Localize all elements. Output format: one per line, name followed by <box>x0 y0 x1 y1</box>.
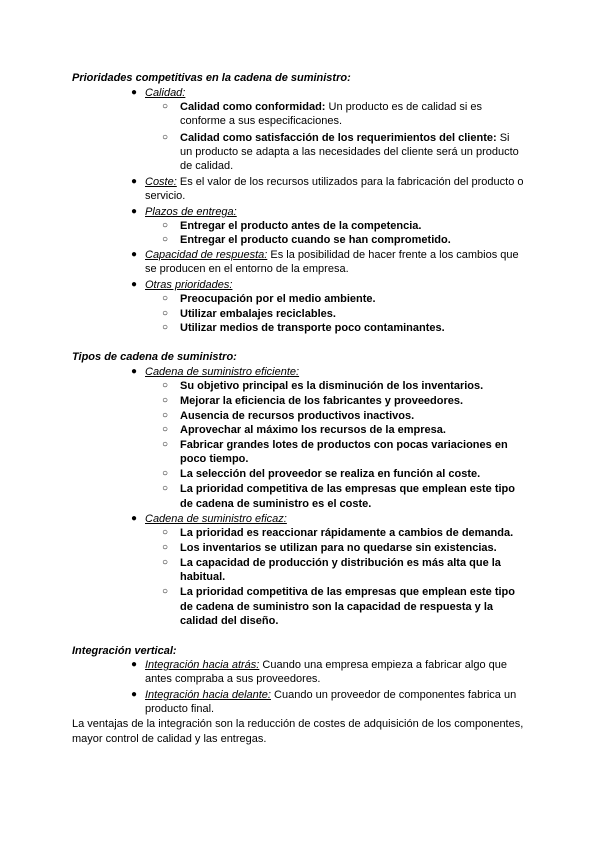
bullet-circle: ○ <box>162 483 169 494</box>
bullet-disc: ● <box>131 249 138 260</box>
bullet-circle: ○ <box>162 308 169 319</box>
sub-eficaz-3: La capacidad de producción y distribución es más alta que la <box>180 557 501 569</box>
bullet-circle: ○ <box>162 410 169 421</box>
sub-eficiente-2: Mejorar la eficiencia de los fabricantes y proveedores. <box>180 395 464 407</box>
bullet-circle: ○ <box>162 322 169 333</box>
sub-calidad-conformidad-cont: conforme a sus especificaciones. <box>180 115 343 127</box>
item-calidad-label: Calidad: <box>145 87 186 99</box>
sub-otras-2: Utilizar embalajes reciclables. <box>180 308 336 320</box>
sub-eficiente-7: La prioridad competitiva de las empresas que emplean este tipo <box>180 483 515 495</box>
bullet-disc: ● <box>131 659 138 670</box>
sub-eficaz-1: La prioridad es reaccionar rápidamente a cambios de demanda. <box>180 527 514 539</box>
sub-eficaz-4: La prioridad competitiva de las empresas que emplean este tipo <box>180 586 515 598</box>
sub-eficaz-4-cont2: calidad del diseño. <box>180 615 279 627</box>
sub-eficiente-5-cont: poco tiempo. <box>180 453 249 465</box>
bullet-disc: ● <box>131 366 138 377</box>
sub-calidad-satisfaccion: Calidad como satisfacción de los requerimientos del cliente: Si <box>180 132 510 144</box>
bullet-disc: ● <box>131 513 138 524</box>
bullet-circle: ○ <box>162 586 169 597</box>
sub-calidad-conformidad: Calidad como conformidad: Un producto es de calidad si es <box>180 101 483 113</box>
heading-tipos: Tipos de cadena de suministro: <box>72 351 237 363</box>
bullet-disc: ● <box>131 87 138 98</box>
sub-eficaz-3-cont: habitual. <box>180 571 226 583</box>
item-eficaz-label: Cadena de suministro eficaz: <box>145 513 287 525</box>
bullet-circle: ○ <box>162 557 169 568</box>
item-capacidad-cont: se producen en el entorno de la empresa. <box>145 263 349 275</box>
item-plazos-label: Plazos de entrega: <box>145 206 237 218</box>
paragraph-ventajas-cont: mayor control de calidad y las entregas. <box>72 733 267 745</box>
bullet-circle: ○ <box>162 380 169 391</box>
sub-plazos-2: Entregar el producto cuando se han comprometido. <box>180 234 451 246</box>
bullet-circle: ○ <box>162 527 169 538</box>
bullet-disc: ● <box>131 176 138 187</box>
bullet-circle: ○ <box>162 468 169 479</box>
sub-calidad-satisfaccion-cont2: de calidad. <box>180 160 234 172</box>
bullet-circle: ○ <box>162 542 169 553</box>
item-integracion-delante: Integración hacia delante: Cuando un proveedor de componentes fabrica un <box>145 689 517 701</box>
sub-eficiente-6: La selección del proveedor se realiza en función al coste. <box>180 468 481 480</box>
item-integracion-atras-cont: antes compraba a sus proveedores. <box>145 673 321 685</box>
item-integracion-atras: Integración hacia atrás: Cuando una empresa empieza a fabricar algo que <box>145 659 508 671</box>
bullet-circle: ○ <box>162 293 169 304</box>
bullet-circle: ○ <box>162 101 169 112</box>
sub-eficiente-4: Aprovechar al máximo los recursos de la empresa. <box>180 424 446 436</box>
paragraph-ventajas: La ventajas de la integración son la reducción de costes de adquisición de los componentes, <box>72 718 524 730</box>
sub-eficiente-7-cont: de cadena de suministro es el coste. <box>180 498 372 510</box>
sub-eficiente-3: Ausencia de recursos productivos inactivos. <box>180 410 415 422</box>
sub-eficiente-5: Fabricar grandes lotes de productos con pocas variaciones en <box>180 439 508 451</box>
item-integracion-delante-cont: producto final. <box>145 703 215 715</box>
bullet-disc: ● <box>131 689 138 700</box>
bullet-disc: ● <box>131 279 138 290</box>
bullet-circle: ○ <box>162 439 169 450</box>
sub-calidad-satisfaccion-cont1: un producto se adapta a las necesidades del cliente será un producto <box>180 146 519 158</box>
item-otras-label: Otras prioridades: <box>145 279 233 291</box>
sub-plazos-1: Entregar el producto antes de la competencia. <box>180 220 422 232</box>
sub-otras-3: Utilizar medios de transporte poco contaminantes. <box>180 322 445 334</box>
sub-eficiente-1: Su objetivo principal es la disminución de los inventarios. <box>180 380 484 392</box>
sub-eficaz-4-cont1: de cadena de suministro son la capacidad de respuesta y la <box>180 601 494 613</box>
heading-prioridades: Prioridades competitivas en la cadena de suministro: <box>72 72 351 84</box>
item-eficiente-label: Cadena de suministro eficiente: <box>145 366 300 378</box>
bullet-circle: ○ <box>162 234 169 245</box>
bullet-circle: ○ <box>162 220 169 231</box>
sub-eficaz-2: Los inventarios se utilizan para no quedarse sin existencias. <box>180 542 497 554</box>
sub-otras-1: Preocupación por el medio ambiente. <box>180 293 376 305</box>
item-coste: Coste: Es el valor de los recursos utilizados para la fabricación del producto o <box>145 176 524 188</box>
bullet-circle: ○ <box>162 424 169 435</box>
bullet-disc: ● <box>131 206 138 217</box>
bullet-circle: ○ <box>162 395 169 406</box>
bullet-circle: ○ <box>162 132 169 143</box>
heading-integracion: Integración vertical: <box>72 645 177 657</box>
item-coste-cont: servicio. <box>145 190 186 202</box>
item-capacidad: Capacidad de respuesta: Es la posibilidad de hacer frente a los cambios que <box>145 249 519 261</box>
